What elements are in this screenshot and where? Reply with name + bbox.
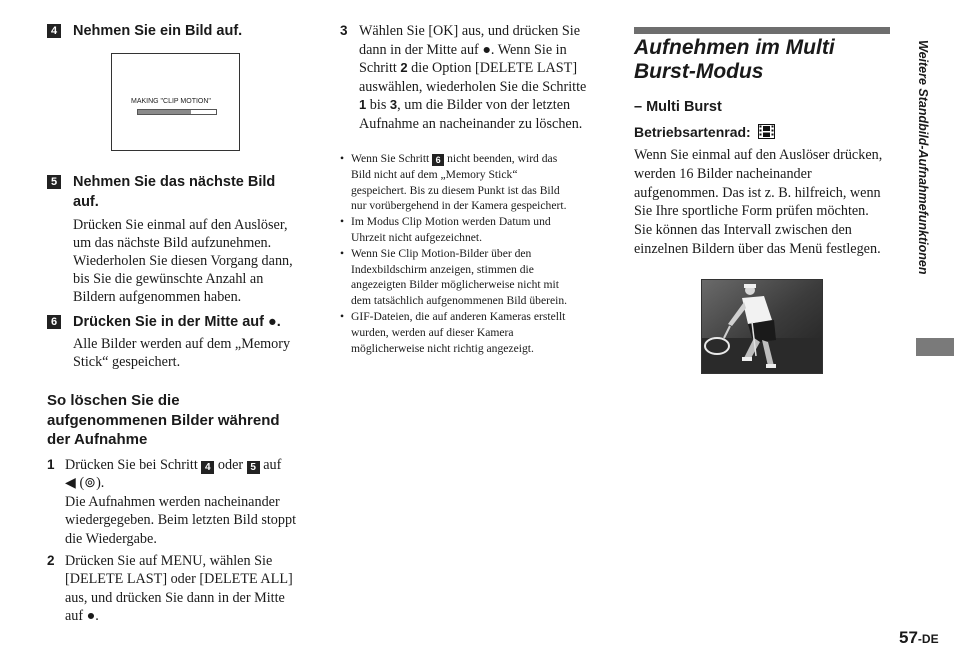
step-5-title-line1: Nehmen Sie das nächste Bild [73, 174, 276, 190]
text: auf ●. [65, 608, 99, 625]
step-number-badge: 5 [47, 175, 61, 189]
lcd-screen-illustration [111, 53, 240, 151]
text: nicht beenden, wird das [447, 152, 558, 165]
item-number: 3 [340, 23, 348, 38]
step-4-title: Nehmen Sie ein Bild auf. [73, 23, 243, 39]
body-line: Bildern aufgenommen haben. [73, 289, 242, 305]
text: Drücken Sie bei Schritt [65, 457, 198, 473]
page-number-value: 57 [899, 628, 918, 647]
body-line: werden 16 Bilder nacheinander [634, 165, 812, 182]
step-6-heading [47, 312, 281, 332]
text: Indexbildschirm anzeigen, stimmen die [351, 262, 534, 276]
step-6-body [73, 335, 308, 371]
step-5-body [73, 216, 308, 306]
body-line: Wenn Sie einmal auf den Auslöser drücken, [634, 147, 883, 163]
title-line: Burst-Modus [634, 60, 764, 83]
note-item [340, 246, 602, 309]
text: Uhrzeit nicht aufgezeichnet. [351, 230, 483, 244]
text: wiedergegeben. Beim letzten Bild stoppt [65, 512, 297, 529]
text: angezeigten Bilder möglicherweise nicht mit [351, 278, 559, 292]
text: Wählen Sie [OK] aus, und drücken Sie [359, 23, 581, 39]
text: Schritt [359, 60, 397, 77]
text: Im Modus Clip Motion werden Datum und [351, 215, 551, 229]
text: aus, und drücken Sie dann in der Mitte [65, 589, 285, 606]
text: Drücken Sie auf MENU, wählen Sie [65, 553, 273, 569]
body-line: Stick“ gespeichert. [73, 354, 181, 370]
text: die Wiedergabe. [65, 530, 157, 547]
note-item [340, 309, 602, 356]
step-number-badge: 4 [47, 24, 61, 38]
item-number: 1 [47, 457, 55, 472]
delete-step-3 [340, 22, 602, 134]
text: gespeichert. Bis zu diesem Punkt ist das Bild [351, 183, 560, 197]
step-4-heading [47, 21, 242, 41]
body-line: Alle Bilder werden auf dem „Memory [73, 336, 291, 352]
chapter-side-title: Weitere Standbild-Aufnahmefunktionen [916, 40, 930, 275]
text: [DELETE LAST] oder [DELETE ALL] [65, 571, 293, 588]
text: auf [263, 457, 282, 473]
delete-step-2 [47, 552, 309, 626]
body-line: um das nächste Bild aufzunehmen. [73, 235, 272, 251]
text: GIF-Dateien, die auf anderen Kameras erstellt [351, 309, 566, 323]
step-ref: 1 [359, 97, 367, 113]
step-6-title: Drücken Sie in der Mitte auf ●. [73, 314, 281, 330]
multi-burst-description [634, 146, 896, 259]
text: Aufnahme an nacheinander zu löschen. [359, 115, 583, 132]
heading-line: aufgenommenen Bilder während [47, 411, 280, 429]
text: Die Aufnahmen werden nacheinander [65, 493, 280, 510]
text: dann in der Mitte auf ●. Wenn Sie in [359, 41, 567, 58]
body-line: Sie können das Intervall zwischen den [634, 222, 852, 239]
text: auswählen, wiederholen Sie die Schritte [359, 78, 587, 95]
tennis-player-photo [701, 279, 823, 374]
section-rule [634, 27, 890, 34]
text: oder [217, 457, 244, 473]
step-number-badge: 6 [47, 315, 61, 329]
step-ref: 2 [400, 60, 408, 76]
left-arrow-review-text: ◀ (⊚). [65, 475, 105, 492]
lcd-progress-fill [138, 110, 191, 114]
body-line: aufgenommen. Das ist z. B. hilfreich, wenn [634, 184, 881, 201]
step-ref: 3 [389, 97, 398, 113]
heading-line: der Aufnahme [47, 431, 148, 448]
body-line: Drücken Sie einmal auf den Auslöser, [73, 217, 288, 233]
body-line: bis Sie die gewünschte Anzahl an [73, 271, 264, 287]
text: dem tatsächlich aufgenommenen Bild überein. [351, 294, 568, 308]
text: Bild nicht auf dem „Memory Stick“ [351, 167, 518, 181]
text: bis [369, 97, 387, 114]
page-number-suffix: -DE [917, 632, 939, 646]
note-item [340, 214, 602, 246]
text: , um die Bilder von der letzten [397, 97, 571, 114]
text: möglicherweise nicht richtig angezeigt. [351, 341, 534, 355]
film-strip-icon [758, 124, 775, 139]
body-line: einzelnen Bildern über das Menü festlegen. [634, 240, 881, 257]
step-number-badge: 4 [201, 461, 214, 474]
step-number-badge: 6 [432, 154, 444, 166]
note-item [340, 151, 602, 214]
text: Wenn Sie Clip Motion-Bilder über den [351, 246, 532, 260]
text: wurden, werden auf dieser Kamera [351, 325, 514, 339]
item-number: 2 [47, 553, 55, 568]
heading-line: So löschen Sie die [47, 392, 180, 409]
text: die Option [DELETE LAST] [411, 60, 578, 77]
delete-section-heading [47, 391, 309, 450]
title-line: Aufnehmen im Multi [634, 36, 835, 59]
chapter-tab-marker [916, 338, 954, 356]
delete-step-1 [47, 456, 309, 548]
lcd-progress-bar [137, 109, 217, 115]
section-subtitle: – Multi Burst [634, 99, 722, 115]
step-5-title-line2: auf. [73, 194, 99, 210]
step-5-heading [47, 172, 275, 212]
lcd-label: MAKING "CLIP MOTION" [131, 98, 211, 105]
mode-dial-label: Betriebsartenrad: [634, 124, 751, 140]
text: Wenn Sie Schritt [351, 152, 430, 165]
text: nur vorübergehend in der Kamera gespeichert. [351, 199, 567, 213]
page-number [899, 628, 939, 649]
body-line: Sie Ihre sportliche Form prüfen möchten. [634, 203, 869, 220]
section-title [634, 36, 894, 84]
notes-list [340, 151, 602, 356]
mode-dial-line [634, 123, 775, 141]
body-line: Wiederholen Sie diesen Vorgang dann, [73, 253, 293, 269]
step-number-badge: 5 [247, 461, 260, 474]
